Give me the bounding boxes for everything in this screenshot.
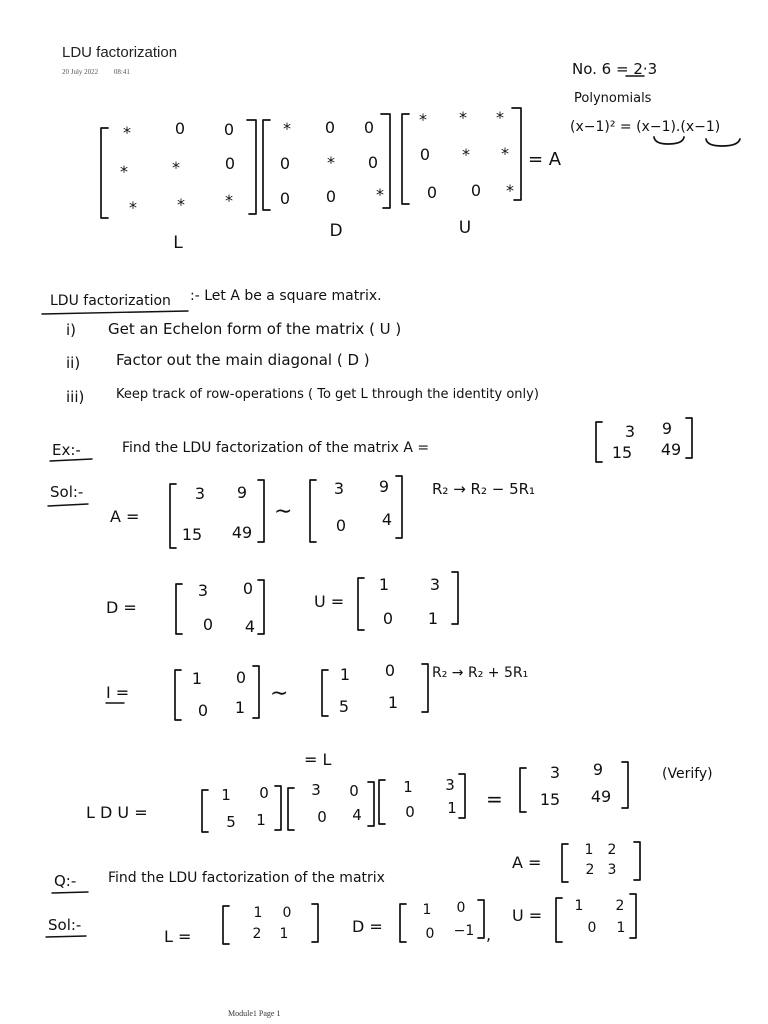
matrix-cell: 0 xyxy=(349,782,359,800)
ldu-U xyxy=(379,774,465,824)
matrix-cell: 0 xyxy=(335,516,347,535)
question-label: Q:- xyxy=(54,872,77,890)
comma: , xyxy=(486,925,492,944)
verify-note: (Verify) xyxy=(662,766,713,782)
matrix-U xyxy=(358,572,458,630)
step-number: ii) xyxy=(66,354,81,372)
definition-term: LDU factorization xyxy=(50,293,171,309)
matrix-cell: 3 xyxy=(194,484,206,503)
matrix-cell: 1 xyxy=(339,665,351,684)
matrix-cell: 0 xyxy=(324,118,336,137)
matrix-cell: * xyxy=(501,144,509,163)
row-operation: R₂ → R₂ − 5R₁ xyxy=(432,480,536,498)
matrix-cell: 49 xyxy=(660,440,682,459)
matrix-cell: 1 xyxy=(221,786,231,804)
matrix-cell: * xyxy=(120,162,128,181)
equals-A: = A xyxy=(528,149,562,170)
identity-label: I = xyxy=(106,683,130,702)
matrix-cell: 3 xyxy=(607,862,617,878)
question-solution-label: Sol:- xyxy=(48,916,82,934)
solution-label: Sol:- xyxy=(50,483,84,501)
matrix-cell: * xyxy=(172,158,180,177)
ldu-result xyxy=(520,760,628,812)
matrix-cell: * xyxy=(376,185,384,204)
matrix-cell: * xyxy=(129,198,137,217)
matrix-cell: 1 xyxy=(253,905,263,921)
matrix-cell: 49 xyxy=(590,787,612,806)
matrix-cell: 2 xyxy=(252,926,262,942)
matrix-cell: * xyxy=(177,195,185,214)
matrix-cell: 1 xyxy=(234,698,246,717)
matrix-cell: 0 xyxy=(224,154,236,173)
label-U: U xyxy=(458,218,472,238)
example-label: Ex:- xyxy=(52,441,81,459)
matrix-cell: 0 xyxy=(197,701,209,720)
step-text: Get an Echelon form of the matrix ( U ) xyxy=(108,320,402,338)
matrix-cell: * xyxy=(327,153,335,172)
matrix-cell: 0 xyxy=(382,609,394,628)
ldu-L xyxy=(202,784,281,832)
page-date: 20 July 2022 xyxy=(62,68,99,76)
generic-matrix-D xyxy=(263,114,390,210)
matrix-cell: 0 xyxy=(279,189,291,208)
matrix-cell: 0 xyxy=(279,154,291,173)
matrix-cell: * xyxy=(283,119,291,138)
question-U-label: U = xyxy=(512,906,543,925)
question-D-label: D = xyxy=(352,917,383,936)
matrix-U-label: U = xyxy=(314,592,345,611)
label-D: D xyxy=(329,221,343,241)
matrix-cell: 1 xyxy=(616,920,626,936)
definition-intro: :- Let A be a square matrix. xyxy=(190,288,382,304)
ldu-D xyxy=(288,781,374,830)
label-L: L xyxy=(173,233,183,253)
matrix-cell: 5 xyxy=(338,697,350,716)
matrix-cell: * xyxy=(496,108,504,127)
matrix-cell: 1 xyxy=(403,778,413,796)
matrix-cell: 3 xyxy=(333,479,345,498)
generic-matrix-L xyxy=(101,119,256,218)
matrix-cell: 3 xyxy=(311,781,321,799)
matrix-L xyxy=(322,661,428,716)
side-note-identity: (x−1)² = (x−1).(x−1) xyxy=(570,119,721,135)
matrix-cell: 0 xyxy=(426,183,438,202)
question-A-label: A = xyxy=(512,853,542,872)
page-title: LDU factorization xyxy=(62,44,178,61)
side-note-number: No. 6 = 2·3 xyxy=(572,60,658,78)
matrix-cell: 0 xyxy=(259,784,269,802)
matrix-cell: 15 xyxy=(181,525,203,544)
matrix-cell: 3 xyxy=(197,581,209,600)
example-prompt: Find the LDU factorization of the matrix A = xyxy=(122,440,430,456)
matrix-cell: 1 xyxy=(387,693,399,712)
matrix-cell: 0 xyxy=(587,920,597,936)
side-note-heading: Polynomials xyxy=(574,91,652,106)
matrix-cell: 0 xyxy=(367,153,379,172)
matrix-A-label: A = xyxy=(110,507,140,526)
matrix-cell: 0 xyxy=(242,579,254,598)
matrix-cell: 1 xyxy=(574,898,584,914)
matrix-D-label: D = xyxy=(106,598,137,617)
matrix-cell: 0 xyxy=(470,181,482,200)
matrix-cell: 0 xyxy=(325,187,337,206)
matrix-cell: 15 xyxy=(611,443,633,462)
question-matrix-L xyxy=(223,904,318,944)
matrix-cell: 0 xyxy=(317,808,327,826)
tilde: ∼ xyxy=(274,499,293,524)
matrix-cell: 4 xyxy=(352,806,362,824)
matrix-cell: 0 xyxy=(235,668,247,687)
step-number: i) xyxy=(66,321,77,339)
matrix-cell: 0 xyxy=(223,120,235,139)
matrix-cell: 3 xyxy=(549,763,561,782)
page-time: 08:41 xyxy=(113,68,130,76)
matrix-cell: * xyxy=(123,123,131,142)
matrix-cell: 0 xyxy=(384,661,396,680)
matrix-cell: 1 xyxy=(427,609,439,628)
step-number: iii) xyxy=(66,388,85,406)
matrix-A xyxy=(170,480,264,548)
matrix-cell: 0 xyxy=(202,615,214,634)
question-L-label: L = xyxy=(164,927,192,946)
matrix-cell: 5 xyxy=(226,813,236,831)
matrix-cell: 1 xyxy=(378,575,390,594)
matrix-cell: * xyxy=(462,145,470,164)
matrix-cell: 3 xyxy=(624,422,636,441)
matrix-cell: 9 xyxy=(236,483,248,502)
matrix-cell: 0 xyxy=(425,926,435,942)
question-matrix-U xyxy=(556,894,636,942)
matrix-A-reduced xyxy=(310,476,402,542)
matrix-cell: 4 xyxy=(244,617,256,636)
tilde: ∼ xyxy=(270,681,289,706)
matrix-cell: * xyxy=(506,181,514,200)
matrix-cell: 1 xyxy=(191,669,203,688)
matrix-cell: 2 xyxy=(615,898,625,914)
question-matrix-A xyxy=(562,842,640,882)
matrix-cell: 1 xyxy=(584,842,594,858)
step-text: Keep track of row-operations ( To get L through the identity only) xyxy=(116,387,539,402)
matrix-cell: 49 xyxy=(231,523,253,542)
matrix-cell: 2 xyxy=(607,842,617,858)
equals-L: = L xyxy=(304,750,332,769)
matrix-cell: 0 xyxy=(174,119,186,138)
matrix-cell: 9 xyxy=(661,419,673,438)
matrix-cell: 4 xyxy=(381,510,393,529)
matrix-D xyxy=(176,579,264,636)
step-text: Factor out the main diagonal ( D ) xyxy=(116,351,370,369)
matrix-cell: 3 xyxy=(429,575,441,594)
example-matrix xyxy=(596,418,692,462)
matrix-cell: 0 xyxy=(405,803,415,821)
matrix-cell: * xyxy=(225,191,233,210)
ldu-label: L D U = xyxy=(86,803,148,822)
row-operation: R₂ → R₂ + 5R₁ xyxy=(432,665,529,681)
matrix-cell: 1 xyxy=(256,811,266,829)
matrix-cell: * xyxy=(459,108,467,127)
question-prompt: Find the LDU factorization of the matrix xyxy=(108,870,385,886)
matrix-cell: 2 xyxy=(585,862,595,878)
matrix-cell: 0 xyxy=(419,145,431,164)
matrix-cell: 1 xyxy=(279,926,289,942)
question-matrix-D xyxy=(400,900,484,942)
matrix-cell: 3 xyxy=(445,776,455,794)
matrix-cell: 0 xyxy=(456,900,466,916)
matrix-cell: 9 xyxy=(592,760,604,779)
matrix-cell: 15 xyxy=(539,790,561,809)
matrix-cell: 1 xyxy=(422,902,432,918)
page-footer: Module1 Page 1 xyxy=(228,1009,281,1018)
matrix-cell: 0 xyxy=(363,118,375,137)
equals-sign: = xyxy=(486,787,503,811)
matrix-cell: * xyxy=(419,110,427,129)
matrix-cell: −1 xyxy=(453,923,475,939)
matrix-cell: 9 xyxy=(378,477,390,496)
identity-matrix xyxy=(175,666,259,720)
generic-matrix-U xyxy=(402,108,521,204)
matrix-cell: 0 xyxy=(282,905,292,921)
matrix-cell: 1 xyxy=(447,799,457,817)
